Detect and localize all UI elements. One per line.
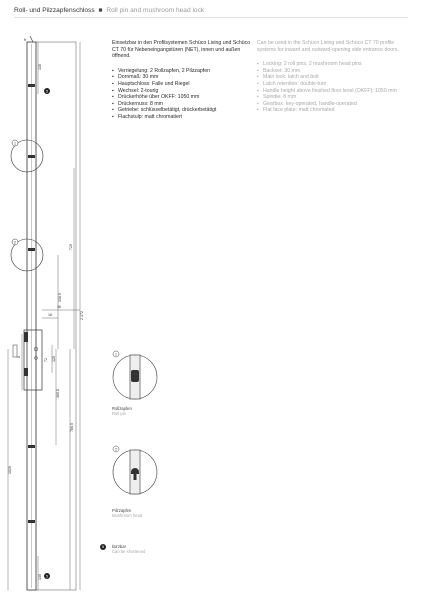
spec-en-handle-height: ▪ Handle height above finished floor level (OKFF): 1050 mm — [257, 88, 407, 95]
dim-360-8: 360.8 — [56, 389, 60, 398]
spec-en-gearbox: ▪ Gearbox: key-operated, handle-operated — [257, 101, 407, 108]
spec-en-main-lock: ▪ Main lock: latch and bolt — [257, 74, 407, 81]
latch — [24, 332, 28, 342]
spec-en-face-plate: ▪ Flat face plate: matt chromated — [257, 107, 407, 114]
legend-text — [112, 544, 145, 555]
dim-72: 72 — [44, 358, 48, 362]
spec-de-latch: ▪ Wechsel: 2-tourig — [112, 88, 252, 95]
dim-120: 120 — [52, 356, 56, 362]
bolt — [24, 368, 28, 376]
spec-de-handle-height: ▪ Drückerhöhe über OKFF: 1050 mm — [112, 94, 252, 101]
roll-pin-2 — [28, 155, 35, 158]
spec-en-locking: ▪ Locking: 2 roll pins, 2 mushroom head pins — [257, 61, 407, 68]
detail-roll-pin-number: 1 — [115, 352, 117, 357]
caption-mushroom-en: Mushroom head — [112, 513, 143, 519]
legend-text-en: Can be shortened — [112, 549, 146, 555]
intro-de: Einsetzbar in den Profilsystemen Schüco Living und Schüco CT 70 für Nebeneingangstüren (NET), innen und außen öffnend. — [112, 40, 251, 60]
detail-roll-pin-shape — [131, 370, 139, 382]
title-separator: ■ — [98, 7, 103, 14]
spec-de-backset: ▪ Dornmaß: 30 mm — [112, 74, 252, 81]
spec-en-backset: ▪ Backset: 30 mm — [257, 68, 407, 75]
caption-mushroom — [112, 508, 142, 519]
spec-de-main-lock: ▪ Hauptschloss: Falle und Riegel — [112, 81, 252, 88]
caption-roll-pin-en: Roll pin — [112, 411, 126, 417]
title-en: Roll pin and mushroom head lock — [106, 7, 205, 14]
detail-circle-2-label: 2 — [14, 240, 16, 245]
dim-780-5: 780.5 — [70, 423, 74, 432]
spec-de-locking: ▪ Verriegelung: 2 Rollzapfen, 2 Pilzzapfen — [112, 68, 252, 75]
caption-roll-pin — [112, 406, 132, 417]
spec-de-spindle: ▪ Drückernuss: 8 mm — [112, 101, 252, 108]
top-arrow — [30, 36, 33, 42]
mushroom-pin-2 — [28, 520, 35, 523]
dim-720: 720 — [69, 244, 73, 250]
caption-roll-pin-de: Rollzapfen — [112, 406, 132, 411]
spec-en-latch: ▪ Latch retention: double-turn — [257, 81, 407, 88]
spec-de-gearbox: ▪ Getriebe: schlüsselbetätigt, drückerbetätigt — [112, 107, 252, 114]
spec-de-face-plate: ▪ Flachstulp: matt chromatiert — [112, 114, 252, 121]
dim-8: 8 — [17, 356, 21, 358]
spec-list-de — [112, 68, 252, 121]
spec-en-spindle: ▪ Spindle: 8 mm — [257, 94, 407, 101]
description-de — [112, 40, 252, 121]
dim-130-top: 130 — [38, 64, 42, 70]
dim-2172: 2 172 — [80, 311, 84, 320]
intro-en: Can be used in the Schüco Living and Schüco CT 70 profile systems for inward and outward-opening side entrance doors. — [257, 40, 399, 53]
title-de: Roll- und Pilzzapfenschloss — [14, 7, 95, 14]
shorten-marker-bottom-label: 5 — [46, 574, 48, 579]
dim-1020: 1020 — [8, 466, 12, 474]
dim-130-bottom: 130 — [38, 574, 42, 580]
top-marker-text: fr — [24, 37, 27, 42]
legend-text-de: kürzbar — [112, 544, 126, 549]
dimension-lines — [8, 42, 80, 590]
spec-list-en — [257, 61, 407, 114]
shorten-marker-top-label: 5 — [46, 89, 48, 94]
description-en — [257, 40, 407, 114]
detail-circle-1-label: 1 — [14, 141, 16, 146]
detail-mushroom-number: 2 — [115, 447, 117, 452]
dimension-labels — [8, 64, 84, 580]
dim-16: 16 — [48, 313, 52, 317]
legend-number-badge: 5 — [101, 544, 105, 549]
roll-pin-1 — [28, 84, 35, 87]
caption-mushroom-de: Pilzzapfen — [112, 508, 132, 513]
strike-plate — [13, 345, 17, 357]
mushroom-pin-1 — [28, 445, 35, 448]
dim-36: 36 — [57, 305, 61, 309]
dim-336-5: 336.5 — [58, 293, 62, 302]
detail-mushroom-stem — [134, 474, 137, 480]
roll-pin-3 — [28, 248, 35, 251]
